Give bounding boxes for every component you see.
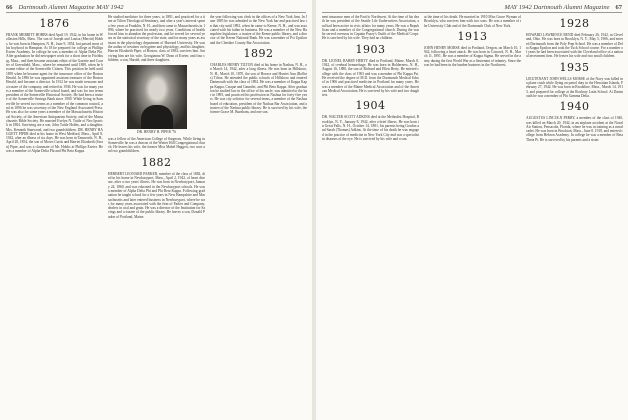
year-heading: 1904 <box>355 99 386 113</box>
page-number-left: 66 <box>6 4 13 11</box>
left-column-2 <box>108 15 205 415</box>
left-page <box>0 0 312 420</box>
page-number-right: 67 <box>615 4 622 11</box>
obituary-text: the year following was clerk in the offices of a New York firm. In June 1885 he was admitted to the New York bar and practiced law in that city until 1892, when he came to Keene, N. H., and was associated with his father in business. He was a member of the New Hampshire legislature, a trustee of the Keene public library, and a director of the Keene National Bank. He was a member of Psi Upsilon and the Cheshire County Bar Association. <box>210 15 307 45</box>
year-heading: 1928 <box>559 17 590 30</box>
right-column-2 <box>424 15 521 415</box>
photo-caption: DR. HENRY H. PIPER '76 <box>136 130 177 135</box>
obituary-text: DR. LIONEL BARRY HERTY died in Portland, Maine, March 8, 1942, of cerebral hemorrhage. He was born in Holderness, N. H., August 16, 1880, the son of Richard and Ellen Herty. He entered college with the class of 1903 and was a member of Phi Kappa Psi. He received the degree of M.D. from the Dartmouth Medical School in 1906 and practiced medicine in Portland for many years. He was a member of the Maine Medical Association and of the American Medical Association. He is survived by his wife and two daughters. <box>322 58 419 98</box>
running-title-right: MAY 1942 Dartmouth Alumni Magazine <box>504 4 610 11</box>
year-heading: 1892 <box>243 47 274 61</box>
portrait-figure <box>127 65 187 134</box>
left-column-1 <box>6 15 103 415</box>
year-heading: 1940 <box>559 100 590 114</box>
right-column-3 <box>526 15 623 415</box>
left-column-3 <box>210 15 307 415</box>
obituary-text: DR. WALTER SCOTT ADKINS died at the Methodist Hospital, Brooklyn, N. Y., January 8, 1942, after a brief illness. He was born in Great Falls, N. H., October 14, 1881, his parents being Gordon and Sarah (Thomas) Adkins. At the time of his death he was engaged in the practice of medicine in New York City and was a specialist in diseases of the eye. He is survived by his wife and a son. <box>322 115 419 141</box>
obituary-text: AUGUSTUS LINCOLN PERRY, a member of the class of 1940, was killed on March 20, 1942, in an airplane accident at the Naval Air Station, Pensacola, Florida, where he was in training as a naval cadet. He was born in Brockton, Mass., June 8, 1918, and entered college from Hebron Academy. In college he was a member of Beta Theta Pi. He is survived by his parents and a sister. <box>526 116 623 142</box>
right-column-1 <box>322 15 419 415</box>
year-heading: 1935 <box>559 60 590 74</box>
running-head-right <box>322 3 622 13</box>
year-heading: 1882 <box>141 155 172 169</box>
year-heading: 1876 <box>39 17 70 30</box>
portrait-photo <box>127 65 187 129</box>
running-title-left: Dartmouth Alumni Magazine MAY 1942 <box>18 4 124 11</box>
obituary-text: nent insurance men of the Pacific Northwest. At the time of his death he was president of the Seattle Life Underwriters Association, and had been active in civic affairs for many years. He was a Republican and a member of the Congregational church. During the war he served overseas in Captain Pusey's Outfit of the Medical Corps. He is survived by his wife. They had no children. <box>322 15 419 41</box>
year-heading: 1913 <box>457 29 488 43</box>
obituary-text: He studied medicine for three years, to 1881, and practiced for a time at Tilton Theological Seminary, and after a year's interval spent a few years at Franklin, N. H., and then came to Massachusetts in 1896, where he practiced for nearly two years. Conditions of health forced him to abandon the profession, and he served for several years as the statistical secretary of the state, and for many years as assistant in the physiology department of Harvard University. He was the author of treatises on hygiene and physiology, and his daughter, Harriet Elizabeth Piper, of Boston, class of 1884, survives him. Surviving him are his wife, Georgianna W. Dean of Exeter, and four children; a son, Harold, and three daughters. <box>108 15 205 62</box>
obituary-text: HOWARD LAWRENCE BEND died February 26, 1942, in Cleveland, Ohio. He was born in Brooklyn, N. Y., May 5, 1906, and entered Dartmouth from the Poly Prep School. He was a member of Delta Kappa Epsilon and took the Tuck School course. For a number of years he had been associated with the Cleveland office of a national investment firm. He leaves his wife and two small children. <box>526 33 623 59</box>
obituary-text: CHARLES HENRY TILTON died at his home in Nashua, N. H., on March 14, 1942, after a long illness. He was born in Hillsboro, N. H., March 10, 1870, the son of Horace and Harriet Ann (Rollins) Tilton. He attended the public schools of Hillsboro and entered Dartmouth with the class of 1892. He was a member of Kappa Kappa Kappa, Casque and Gauntlet, and Phi Beta Kappa. After graduation he studied law in the office of his uncle, was admitted to the bar in 1895, and practiced his profession in Nashua for forty-five years. He was city solicitor for several terms, a member of the Nashua board of education, president of the Nashua Bar Association, and a trustee of the Nashua public library. He is survived by his wife, the former Grace M. Burnham, and one son. <box>210 63 307 115</box>
right-page <box>316 0 628 420</box>
obituary-text: at the time of his death. He married in 1910 Miss Grace Wyman of Brooklyn, who survives him with two sons. He was a member of the University Club and of the Dartmouth Club of New York. <box>424 15 521 28</box>
running-head-left <box>6 3 306 13</box>
obituary-text: was a fellow of the American College of Surgeons. While living in Somerville he was a deacon of the Winter Hill Congregational church. He leaves his wife, the former Miss Mabel Haggett, two sons and two grandchildren. <box>108 136 205 154</box>
year-heading: 1903 <box>355 42 386 56</box>
obituary-text: FRANK MERRITT HOBBS died April 19, 1942, in his home in Wollaston Hills, Mass. The son of Joseph and Louisa (Merritt) Hobbs, he was born in Hampton, N. H., June 9, 1854, but passed most of his boyhood in Hampton. At 18 he prepared for college at Phillips Exeter Academy. In college he was a member of Alpha Delta Phi. After graduation he did newspaper work for a short time in Fitchburg, Mass., and then became assistant editor of the Gazette and Courier of Greenfield, Mass., where he remained until 1888, when he became editor of the Somerville Citizen. This position he held until 1895 when he became agent for the insurance office of the Boston Herald. In 1896 he was appointed assistant treasurer of the Boston Herald, and became a director. In 1912 he was made treasurer and a trustee of the company, and retired in 1936. He was for many years a member of the Somerville school board, and was for two terms president of the Somerville Historical Society. He had been a trustee of the Somerville Savings Bank since 1900. While living in Somerville he served two terms as a member of the common council, and in 1896 he was secretary of the New England Associated Press. He was also for some years a member of the Massachusetts Historical Society, of the American Antiquarian Society, and of the Massachusetts Bible Society. He married Evelyn N. Tuttle of Neo Ipswich in 1884. Surviving are a son, John Tuttle Hobbs, and a daughter, Mrs. Kenneth Stanwood, and two grandchildren. DR. HENRY HAGGETT PIPER died at his home in West Medford, Mass., April 8, 1942, after an illness of six days. He was born in Tamworth, N. H., April 28, 1854, the son of Moses Curtis and Harriet Elizabeth (Swan) Piper, and was a classmate of Mr. Hobbs at Phillips Exeter. He was a member of Alpha Delta Phi and Phi Beta Kappa. <box>6 33 103 154</box>
obituary-text: JOHN HENRY MORSE died in Portland, Oregon, on March 10, 1942, following a heart attack. He was born in Concord, N. H., March 11, 1891. He was a member of Kappa Sigma. He served in the army during the first World War as a lieutenant of infantry. Since the war he had been in the lumber business in the Northwest. <box>424 45 521 68</box>
obituary-text: LIEUTENANT JOHN WELLS MORSE of the Navy was killed in a plane crash while flying on patrol duty in the Hawaiian Islands, February 27, 1942. He was born in Brookline, Mass., March 14, 1913, and prepared for college at the Roxbury Latin School. At Dartmouth he was a member of Phi Gamma Delta. <box>526 76 623 98</box>
obituary-text: HERBERT LEONARD PARKER, member of the class of 1882, died in his home in Newburyport, Mass., April 2, 1942, of heart disease, after a two years' illness. He was born in Newburyport, January 24, 1860, and was educated in the Newburyport schools. He was a member of Alpha Delta Phi and Phi Beta Kappa. Following graduation he taught school for a few years in New Hampshire and Massachusetts and later entered business in Newburyport, where he was for many years associated with the firm of Parker and Company, dealers in coal and grain. He was a director of the Institution for Savings and a trustee of the public library. He leaves a son, Donald Parker of Portland, Maine. <box>108 171 205 219</box>
